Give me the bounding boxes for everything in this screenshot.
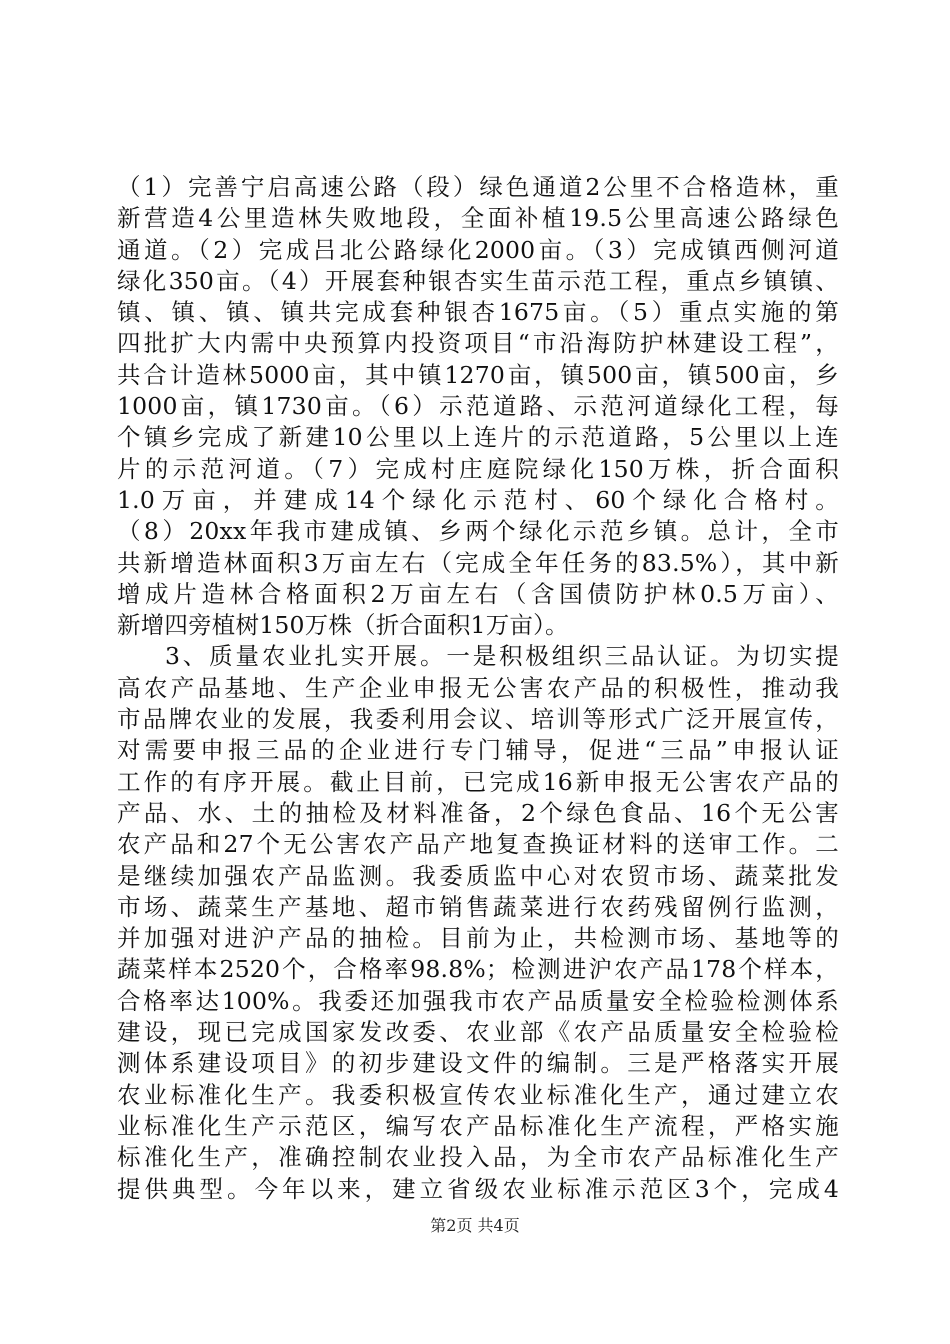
text-line: 市场、蔬菜生产基地、超市销售蔬菜进行农药残留例行监测，: [117, 892, 839, 921]
text-line: 共合计造林5000亩，其中镇1270亩，镇500亩，镇500亩，乡: [117, 360, 839, 389]
text-line: 绿化350亩。（4）开展套种银杏实生苗示范工程，重点乡镇镇、: [117, 266, 839, 295]
text-line: 新增四旁植树150万株（折合面积1万亩）。: [117, 611, 569, 640]
text-line: 1000亩，镇1730亩。（6）示范道路、示范河道绿化工程，每: [117, 392, 839, 421]
page-footer: [0, 1216, 950, 1236]
text-line: 测体系建设项目》的初步建设文件的编制。三是严格落实开展: [117, 1049, 839, 1078]
text-line: 对需要申报三品的企业进行专门辅导，促进“三品”申报认证: [117, 736, 839, 765]
text-line: 个镇乡完成了新建10公里以上连片的示范道路，5公里以上连: [117, 423, 839, 452]
text-line: （8）20xx年我市建成镇、乡两个绿化示范乡镇。总计，全市: [117, 517, 839, 546]
text-line: 业标准化生产示范区，编写农产品标准化生产流程，严格实施: [117, 1111, 839, 1140]
text-line: （1）完善宁启高速公路（段）绿色通道2公里不合格造林，重: [117, 173, 839, 201]
text-line: 新营造4公里造林失败地段，全面补植19.5公里高速公路绿色: [117, 204, 839, 233]
text-line: 农业标准化生产。我委积极宣传农业标准化生产，通过建立农: [117, 1080, 839, 1109]
text-line: 提供典型。今年以来，建立省级农业标准示范区3个，完成4: [117, 1174, 839, 1203]
text-line: 合格率达100%。我委还加强我市农产品质量安全检验检测体系: [117, 986, 839, 1015]
text-line: 标准化生产，准确控制农业投入品，为全市农产品标准化生产: [117, 1143, 839, 1172]
text-line: 是继续加强农产品监测。我委质监中心对农贸市场、蔬菜批发: [117, 861, 839, 890]
text-line: 高农产品基地、生产企业申报无公害农产品的积极性，推动我: [117, 673, 839, 702]
text-line: 通道。（2）完成吕北公路绿化2000亩。（3）完成镇西侧河道: [117, 235, 839, 264]
text-line: 产品、水、土的抽检及材料准备，2个绿色食品、16个无公害: [117, 798, 839, 827]
text-line: 1.0万亩，并建成14个绿化示范村、60个绿化合格村。: [117, 485, 839, 514]
text-line: 镇、镇、镇、镇共完成套种银杏1675亩。（5）重点实施的第: [117, 298, 839, 327]
text-line: 工作的有序开展。截止目前，已完成16新申报无公害农产品的: [117, 767, 839, 796]
text-line: 市品牌农业的发展，我委利用会议、培训等形式广泛开展宣传，: [117, 705, 839, 734]
text-line: 片的示范河道。（7）完成村庄庭院绿化150万株，折合面积: [117, 454, 839, 483]
page-indicator: 第2页 共4页: [430, 1216, 520, 1235]
text-line: 并加强对进沪产品的抽检。目前为止，共检测市场、基地等的: [117, 924, 839, 953]
text-line: 蔬菜样本2520个，合格率98.8%；检测进沪农产品178个样本，: [117, 955, 839, 984]
document-body: [117, 172, 839, 1205]
text-line: 建设，现已完成国家发改委、农业部《农产品质量安全检验检: [117, 1018, 839, 1047]
text-line: 四批扩大内需中央预算内投资项目“市沿海防护林建设工程”，: [117, 329, 839, 358]
text-line: 共新增造林面积3万亩左右（完成全年任务的83.5%），其中新: [117, 548, 839, 577]
text-line: 增成片造林合格面积2万亩左右（含国债防护林0.5万亩）、: [117, 579, 839, 608]
text-line: 农产品和27个无公害农产品产地复查换证材料的送审工作。二: [117, 830, 839, 859]
paragraph-first-line: 3、质量农业扎实开展。一是积极组织三品认证。为切实提: [165, 642, 839, 671]
